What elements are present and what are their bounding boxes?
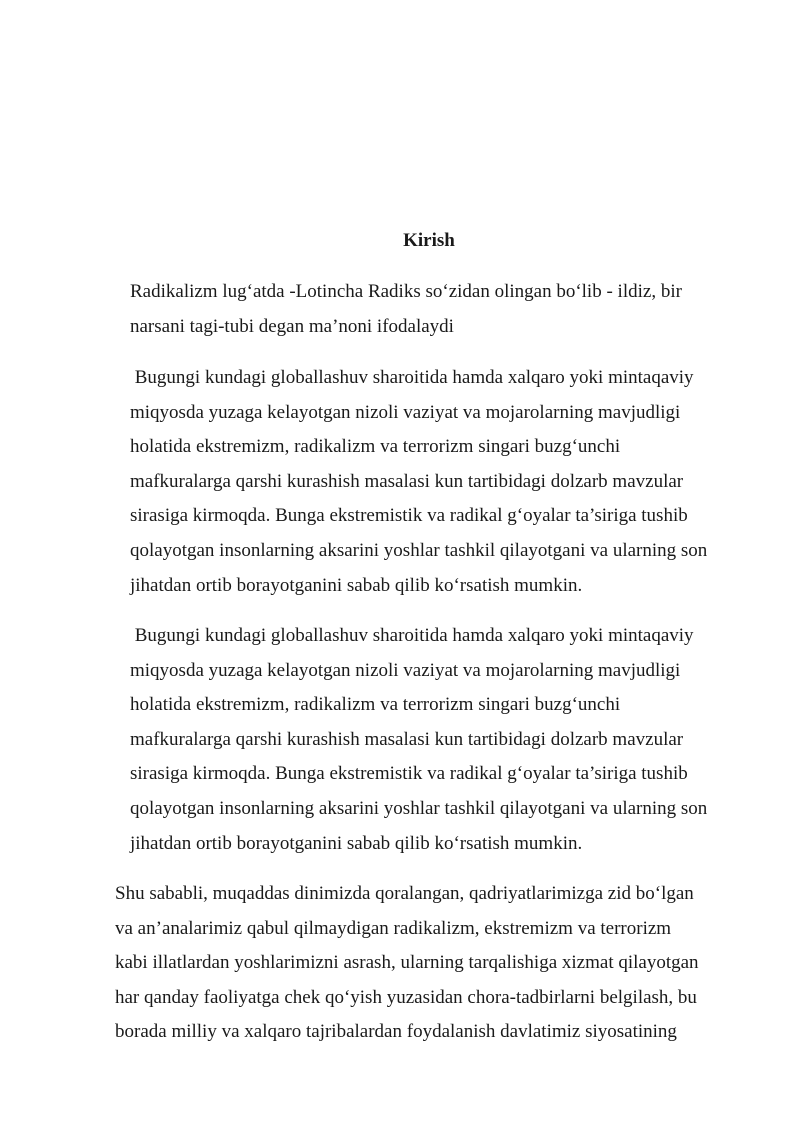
page-title: Kirish: [403, 230, 455, 251]
paragraph-definition: Radikalizm lug‘atda -Lotincha Radiks so‘zidan olingan bo‘lib - ildiz, bir narsani tagi-tubi degan ma’noni ifodalaydi: [130, 281, 682, 337]
paragraph-globalization-1: Bugungi kundagi globallashuv sharoitida hamda xalqaro yoki mintaqaviy miqyosda yuzaga kelayotgan nizoli vaziyat va mojarolarning mavjudligi holatida ekstremizm, radikalizm va terrorizm singari buzg‘unchi mafkuralarga qarshi kurashish masalasi kun tartibidagi dolzarb mavzular sirasiga kirmoqda. Bunga ekstremistik va radikal g‘oyalar ta’siriga tushib qolayotgan insonlarning aksarini yoshlar tashkil qilayotgani va ularning son jihatdan ortib borayotganini sabab qilib ko‘rsatish mumkin.: [130, 367, 708, 596]
paragraph-conclusion: Shu sababli, muqaddas dinimizda qoralangan, qadriyatlarimizga zid bo‘lgan va an’analarimiz qabul qilmaydigan radikalizm, ekstremizm va terrorizm kabi illatlardan yoshlarimizni asrash, ularning tarqalishiga xizmat qilayotgan har qanday faoliyatga chek qo‘yish yuzasidan chora-tadbirlarni belgilash, bu borada milliy va xalqaro tajribalardan foydalanish davlatimiz siyosatining: [115, 883, 699, 1043]
paragraph-globalization-2: Bugungi kundagi globallashuv sharoitida hamda xalqaro yoki mintaqaviy miqyosda yuzaga kelayotgan nizoli vaziyat va mojarolarning mavjudligi holatida ekstremizm, radikalizm va terrorizm singari buzg‘unchi mafkuralarga qarshi kurashish masalasi kun tartibidagi dolzarb mavzular sirasiga kirmoqda. Bunga ekstremistik va radikal g‘oyalar ta’siriga tushib qolayotgan insonlarning aksarini yoshlar tashkil qilayotgani va ularning son jihatdan ortib borayotganini sabab qilib ko‘rsatish mumkin.: [130, 625, 708, 854]
